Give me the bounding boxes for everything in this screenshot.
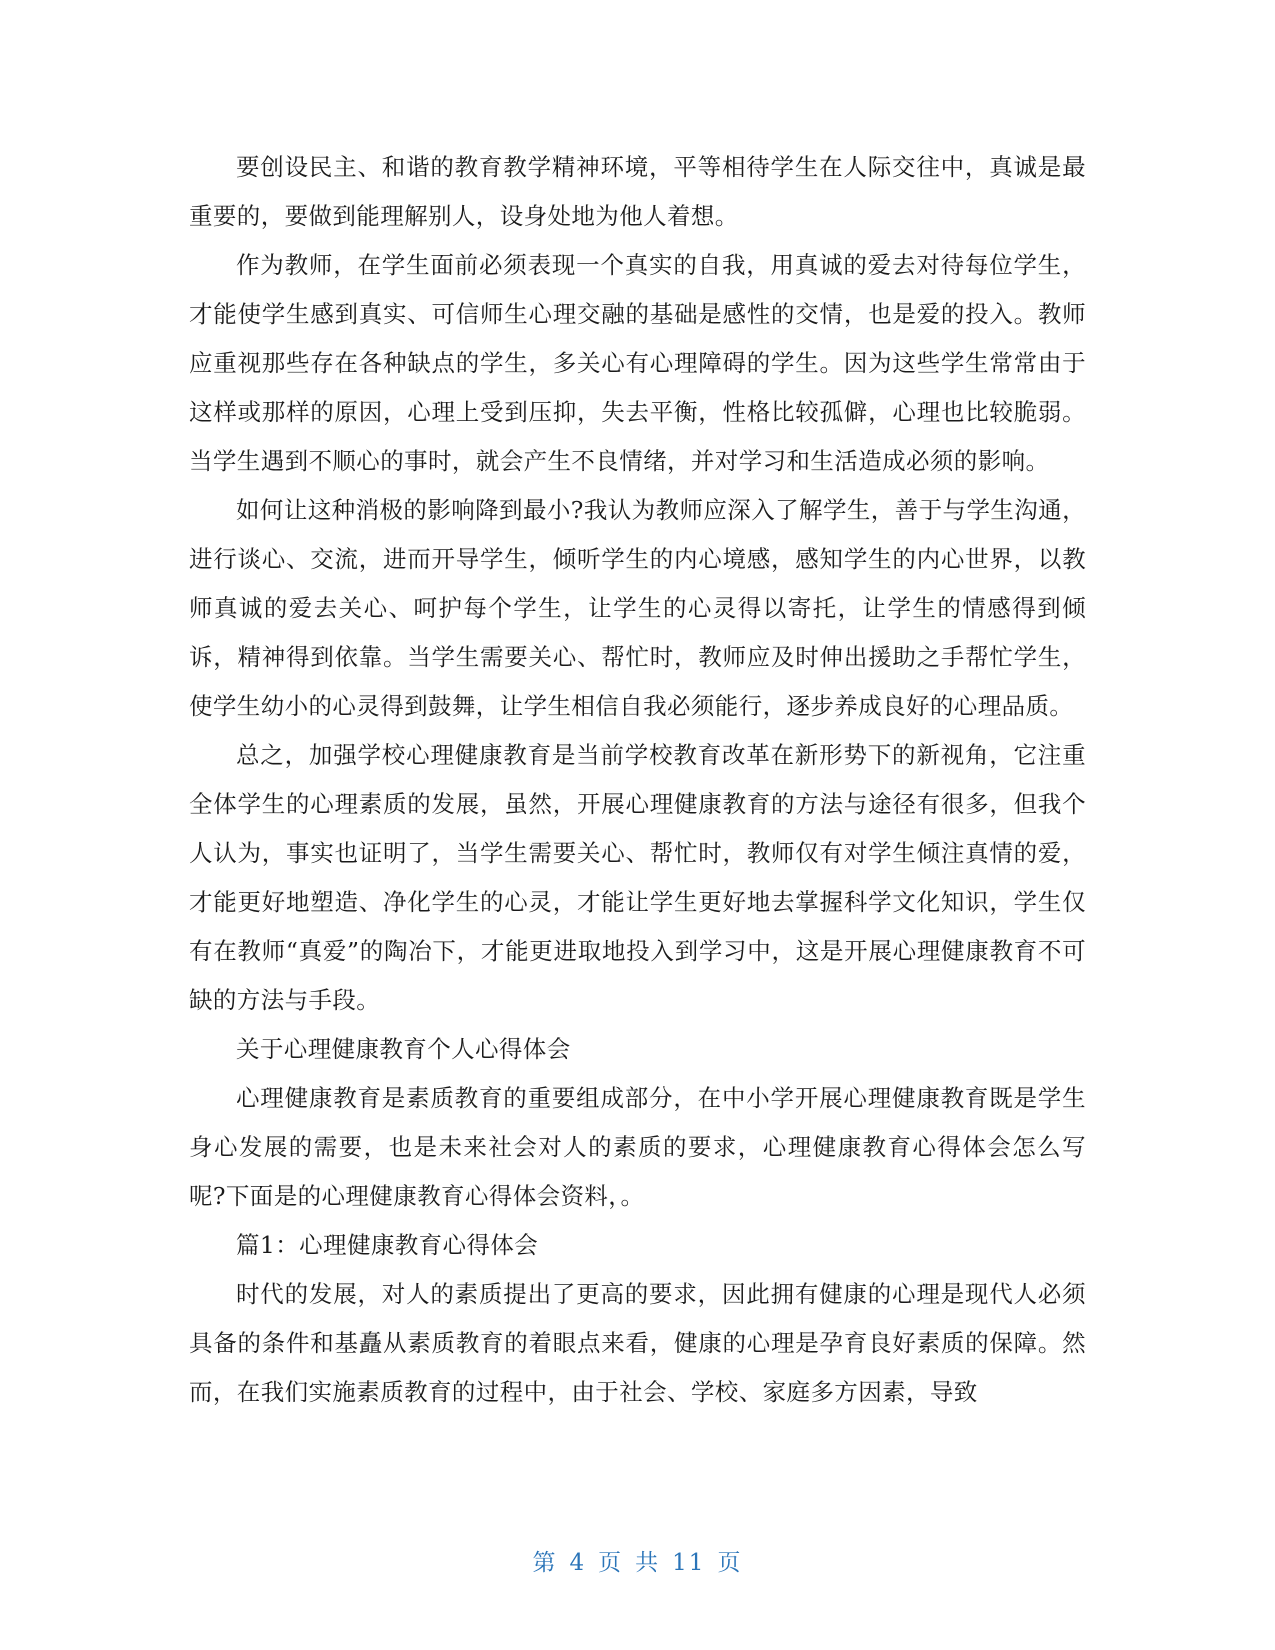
section-heading: 关于心理健康教育个人心得体会 bbox=[236, 1035, 571, 1063]
paragraph: 作为教师，在学生面前必须表现一个真实的自我，用真诚的爱去对待每位学生，才能使学生感到真实、可信师生心理交融的基础是感性的交情，也是爱的投入。教师应重视那些存在各种缺点的学生，多关心有心理障碍的学生。因为这些学生常常由于这样或那样的原因，心理上受到压抑，失去平衡，性格比较孤僻，心理也比较脆弱。当学生遇到不顺心的事时，就会产生不良情绪，并对学习和生活造成必须的影响。 bbox=[189, 251, 1086, 475]
footer-di: 第 bbox=[532, 1550, 558, 1576]
footer-ye: 页 bbox=[598, 1550, 624, 1576]
footer-ye-total: 页 bbox=[717, 1550, 743, 1576]
paragraph: 时代的发展，对人的素质提出了更高的要求，因此拥有健康的心理是现代人必须具备的条件和基矗从素质教育的着眼点来看，健康的心理是孕育良好素质的保障。然而，在我们实施素质教育的过程中，由于社会、学校、家庭多方因素，导致 bbox=[189, 1280, 1086, 1406]
page-footer bbox=[0, 1544, 1275, 1577]
body-text bbox=[189, 143, 1086, 1417]
paragraph: 总之，加强学校心理健康教育是当前学校教育改革在新形势下的新视角，它注重全体学生的心理素质的发展，虽然，开展心理健康教育的方法与途径有很多，但我个人认为，事实也证明了，当学生需要关心、帮忙时，教师仅有对学生倾注真情的爱，才能更好地塑造、净化学生的心灵，才能让学生更好地去掌握科学文化知识，学生仅有在教师“真爱”的陶冶下，才能更进取地投入到学习中，这是开展心理健康教育不可缺的方法与手段。 bbox=[189, 741, 1086, 1014]
section-subheading: 篇1：心理健康教育心得体会 bbox=[236, 1231, 539, 1259]
paragraph: 心理健康教育是素质教育的重要组成部分，在中小学开展心理健康教育既是学生身心发展的需要，也是未来社会对人的素质的要求，心理健康教育心得体会怎么写呢?下面是的心理健康教育心得体会资料，。 bbox=[189, 1084, 1086, 1210]
footer-gong: 共 bbox=[635, 1550, 661, 1576]
paragraph: 要创设民主、和谐的教育教学精神环境，平等相待学生在人际交往中，真诚是最重要的，要做到能理解别人，设身处地为他人着想。 bbox=[189, 153, 1086, 230]
page-number: 4 bbox=[569, 1550, 587, 1576]
total-pages: 11 bbox=[672, 1550, 706, 1576]
paragraph: 如何让这种消极的影响降到最小?我认为教师应深入了解学生，善于与学生沟通，进行谈心、交流，进而开导学生，倾听学生的内心境感，感知学生的内心世界，以教师真诚的爱去关心、呵护每个学生，让学生的心灵得以寄托，让学生的情感得到倾诉，精神得到依靠。当学生需要关心、帮忙时，教师应及时伸出援助之手帮忙学生，使学生幼小的心灵得到鼓舞，让学生相信自我必须能行，逐步养成良好的心理品质。 bbox=[189, 496, 1086, 720]
